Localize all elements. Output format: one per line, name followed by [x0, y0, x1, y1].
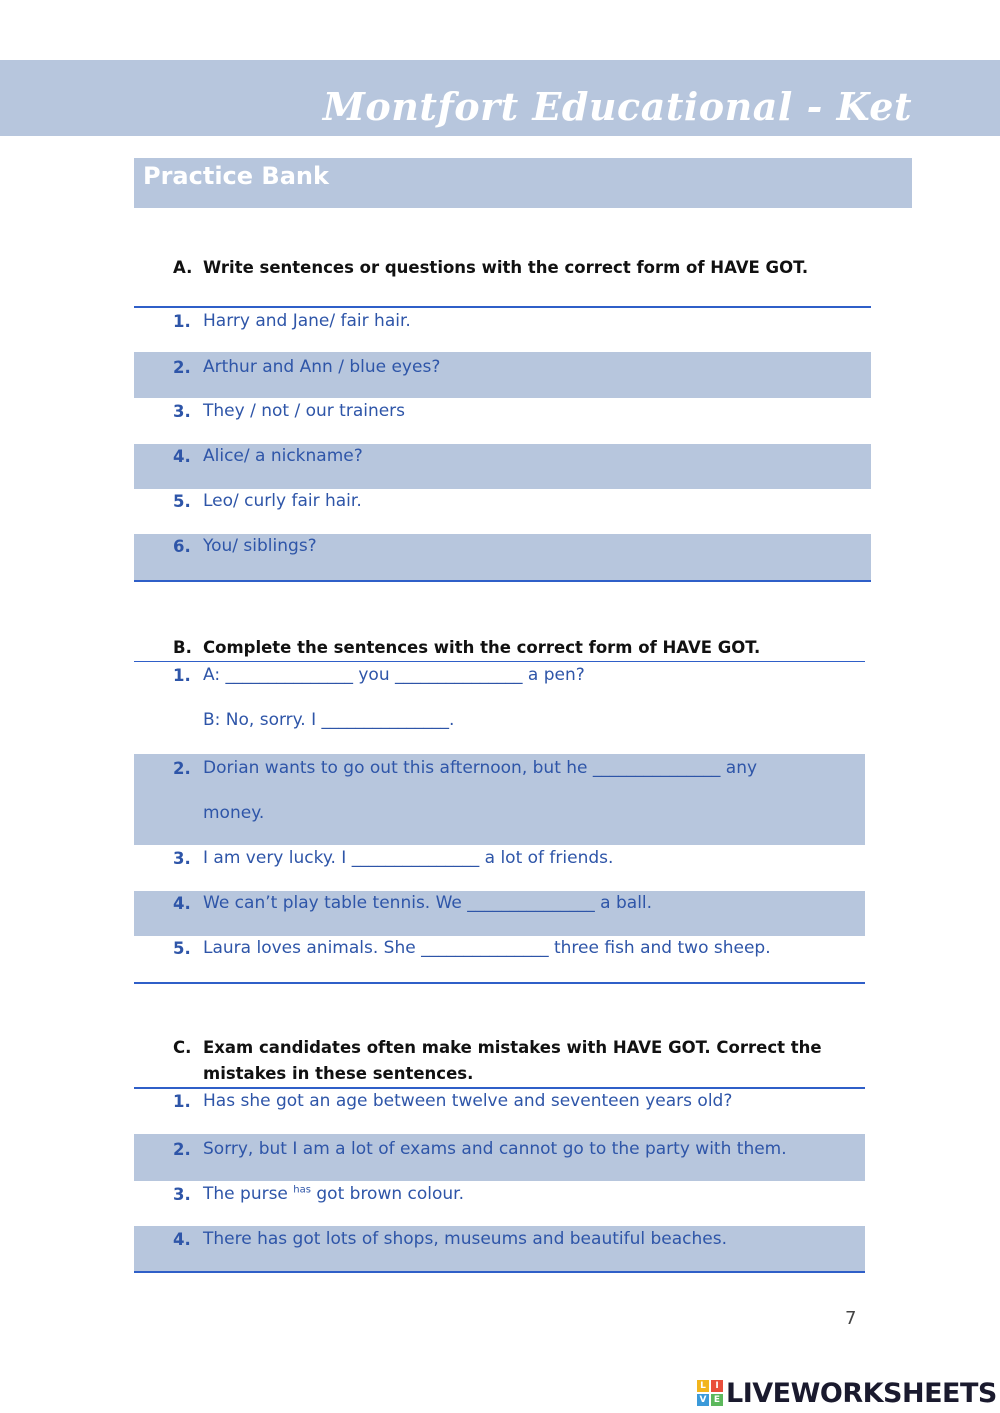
table-row: [134, 1134, 865, 1181]
table-rule: [134, 1271, 865, 1273]
item-text: Laura loves animals. She _______________ three fish and two sheep.: [203, 938, 771, 958]
table-row: [134, 1181, 865, 1226]
table-row: [134, 534, 871, 580]
table-row: [134, 352, 871, 398]
item-text: [203, 1184, 464, 1204]
exercise-letter: A.: [173, 258, 193, 277]
table-row: [134, 398, 871, 444]
exercise-letter: C.: [173, 1038, 192, 1057]
item-text-part: The purse: [203, 1184, 294, 1204]
logo-letter: I: [711, 1380, 723, 1392]
item-text: Has she got an age between twelve and seventeen years old?: [203, 1091, 733, 1111]
item-number: 1.: [173, 1092, 191, 1111]
item-number: 3.: [173, 1185, 191, 1204]
item-text: They / not / our trainers: [203, 401, 406, 421]
item-number: 1.: [173, 312, 191, 331]
liveworksheets-logo: [697, 1377, 997, 1409]
exercise-b-table: [134, 661, 865, 983]
item-text-part: got brown colour.: [310, 1184, 465, 1204]
logo-letter: V: [697, 1394, 709, 1406]
item-number: 5.: [173, 939, 191, 958]
item-number: 4.: [173, 894, 191, 913]
item-text: There has got lots of shops, museums and beautiful beaches.: [203, 1229, 727, 1249]
exercise-a-instruction: [173, 255, 808, 281]
item-text: B: No, sorry. I _______________.: [203, 710, 455, 730]
item-text: Sorry, but I am a lot of exams and cannot go to the party with them.: [203, 1139, 787, 1159]
table-row: [134, 936, 865, 983]
item-text: Leo/ curly fair hair.: [203, 491, 362, 511]
logo-text: LIVEWORKSHEETS: [726, 1377, 997, 1409]
item-text: Alice/ a nickname?: [203, 446, 363, 466]
page-number: 7: [845, 1308, 857, 1329]
item-number: 3.: [173, 849, 191, 868]
table-row: [134, 444, 871, 489]
item-text: Harry and Jane/ fair hair.: [203, 311, 411, 331]
item-text: I am very lucky. I _______________ a lot of friends.: [203, 848, 614, 868]
exercise-c-instruction: [173, 1035, 822, 1087]
item-text: You/ siblings?: [203, 536, 317, 556]
table-row: [134, 661, 865, 754]
item-text: We can’t play table tennis. We _______________ a ball.: [203, 893, 653, 913]
item-number: 5.: [173, 492, 191, 511]
exercise-a-table: [134, 306, 871, 580]
item-number: 3.: [173, 402, 191, 421]
section-title: Practice Bank: [143, 162, 329, 190]
table-row: [134, 1087, 865, 1134]
item-number: 6.: [173, 537, 191, 556]
exercise-letter: B.: [173, 638, 192, 657]
item-number: 4.: [173, 447, 191, 466]
table-row: [134, 891, 865, 936]
item-number: 2.: [173, 759, 191, 778]
item-number: 1.: [173, 666, 191, 685]
table-rule: [134, 580, 871, 582]
exercise-b-instruction: [173, 635, 760, 661]
instruction-text: Write sentences or questions with the correct form of HAVE GOT.: [203, 258, 809, 277]
exercise-c-table: [134, 1087, 865, 1272]
table-row: [134, 306, 871, 352]
section-banner: [134, 158, 912, 208]
item-number: 2.: [173, 358, 191, 377]
table-row: [134, 754, 865, 845]
table-rule: [134, 982, 865, 984]
item-text: Arthur and Ann / blue eyes?: [203, 357, 441, 377]
header-title: Montfort Educational - Ket: [322, 84, 912, 129]
item-text: Dorian wants to go out this afternoon, but he _______________ any: [203, 758, 758, 778]
item-number: 4.: [173, 1230, 191, 1249]
logo-grid-icon: [697, 1380, 723, 1406]
item-text: A: _______________ you _______________ a pen?: [203, 665, 585, 685]
item-number: 2.: [173, 1140, 191, 1159]
logo-letter: L: [697, 1380, 709, 1392]
logo-letter: E: [711, 1394, 723, 1406]
table-row: [134, 845, 865, 891]
instruction-text: Exam candidates often make mistakes with HAVE GOT. Correct the: [203, 1038, 822, 1057]
superscript-word: has: [293, 1184, 311, 1196]
instruction-text: Complete the sentences with the correct form of HAVE GOT.: [203, 638, 761, 657]
instruction-text: mistakes in these sentences.: [203, 1064, 474, 1083]
table-row: [134, 1226, 865, 1272]
item-text: money.: [203, 803, 265, 823]
table-row: [134, 489, 871, 534]
